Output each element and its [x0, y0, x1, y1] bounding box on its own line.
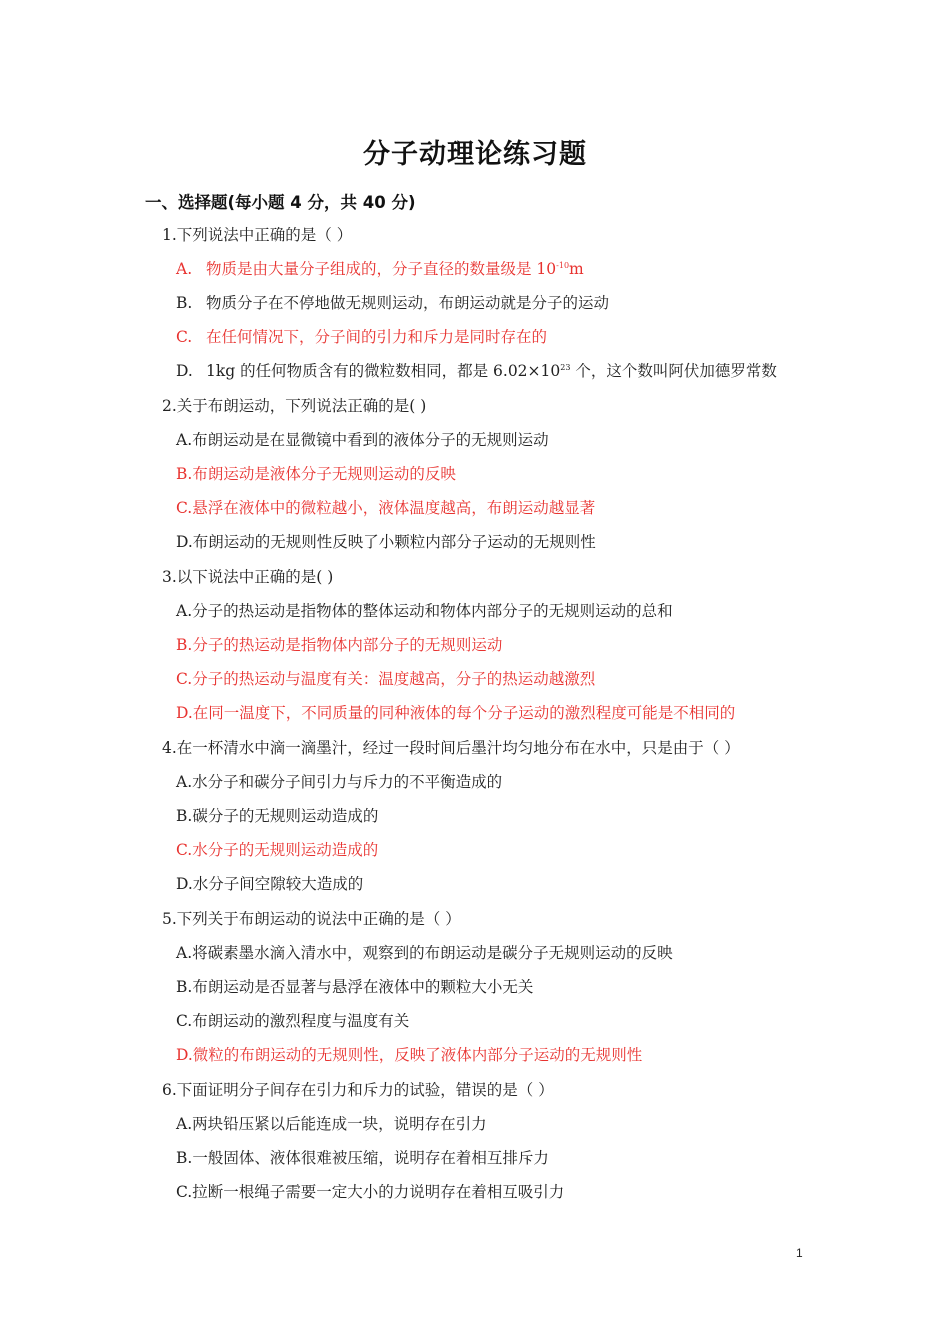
question-5-option-a: A.将碳素墨水滴入清水中，观察到的布朗运动是碳分子无规则运动的反映 — [176, 944, 673, 962]
option-text: 在任何情况下，分子间的引力和斥力是同时存在的 — [206, 328, 548, 346]
page-number: 1 — [796, 1246, 803, 1260]
unit: m — [569, 260, 584, 278]
question-6-option-c: C.拉断一根绳子需要一定大小的力说明存在着相互吸引力 — [176, 1183, 565, 1201]
section-heading: 一、选择题(每小题 4 分，共 40 分) — [145, 193, 416, 212]
question-4-option-b: B.碳分子的无规则运动造成的 — [176, 807, 379, 825]
question-4-option-d: D.水分子间空隙较大造成的 — [176, 875, 364, 893]
option-text: 1kg 的任何物质含有的微粒数相同，都是 6.02×10 — [206, 362, 561, 380]
option-text: 物质是由大量分子组成的，分子直径的数量级是 10 — [206, 260, 557, 278]
question-3-stem: 3.以下说法中正确的是( ) — [162, 568, 334, 586]
question-1-option-a — [176, 258, 584, 280]
question-1-option-b — [176, 292, 609, 314]
question-2-option-a: A.布朗运动是在显微镜中看到的液体分子的无规则运动 — [176, 431, 549, 449]
option-label: A. — [176, 260, 193, 278]
question-5-option-b: B.布朗运动是否显著与悬浮在液体中的颗粒大小无关 — [176, 978, 534, 996]
exponent: 23 — [560, 362, 571, 372]
question-4-option-a: A.水分子和碳分子间引力与斥力的不平衡造成的 — [176, 773, 503, 791]
exponent: -10 — [556, 260, 570, 270]
question-1-option-d — [176, 360, 777, 382]
option-tail: 个，这个数叫阿伏加德罗常数 — [570, 362, 777, 380]
option-label: C. — [176, 328, 193, 346]
option-label: B. — [176, 294, 193, 312]
option-label: D. — [176, 362, 193, 380]
question-2-option-c: C.悬浮在液体中的微粒越小，液体温度越高，布朗运动越显著 — [176, 499, 596, 517]
question-6-option-a: A.两块铅压紧以后能连成一块，说明存在引力 — [176, 1115, 487, 1133]
question-6-stem: 6.下面证明分子间存在引力和斥力的试验，错误的是（ ） — [162, 1081, 554, 1099]
question-1-stem: 1.下列说法中正确的是（ ） — [162, 226, 353, 244]
question-4-option-c: C.水分子的无规则运动造成的 — [176, 841, 379, 859]
option-text: 物质分子在不停地做无规则运动，布朗运动就是分子的运动 — [206, 294, 610, 312]
question-6-option-b: B.一般固体、液体很难被压缩，说明存在着相互排斥力 — [176, 1149, 549, 1167]
question-2-option-d: D.布朗运动的无规则性反映了小颗粒内部分子运动的无规则性 — [176, 533, 596, 551]
document-title: 分子动理论练习题 — [363, 139, 587, 170]
question-3-option-c: C.分子的热运动与温度有关：温度越高，分子的热运动越激烈 — [176, 670, 596, 688]
question-4-stem: 4.在一杯清水中滴一滴墨汁，经过一段时间后墨汁均匀地分布在水中，只是由于（ ） — [162, 739, 740, 757]
question-3-option-b: B.分子的热运动是指物体内部分子的无规则运动 — [176, 636, 503, 654]
question-2-stem: 2.关于布朗运动，下列说法正确的是( ) — [162, 397, 427, 415]
question-3-option-a: A.分子的热运动是指物体的整体运动和物体内部分子的无规则运动的总和 — [176, 602, 673, 620]
question-2-option-b: B.布朗运动是液体分子无规则运动的反映 — [176, 465, 456, 483]
question-5-stem: 5.下列关于布朗运动的说法中正确的是（ ） — [162, 910, 461, 928]
question-5-option-c: C.布朗运动的激烈程度与温度有关 — [176, 1012, 410, 1030]
question-5-option-d: D.微粒的布朗运动的无规则性，反映了液体内部分子运动的无规则性 — [176, 1046, 643, 1064]
question-1-option-c — [176, 326, 547, 348]
question-3-option-d: D.在同一温度下，不同质量的同种液体的每个分子运动的激烈程度可能是不相同的 — [176, 704, 736, 722]
